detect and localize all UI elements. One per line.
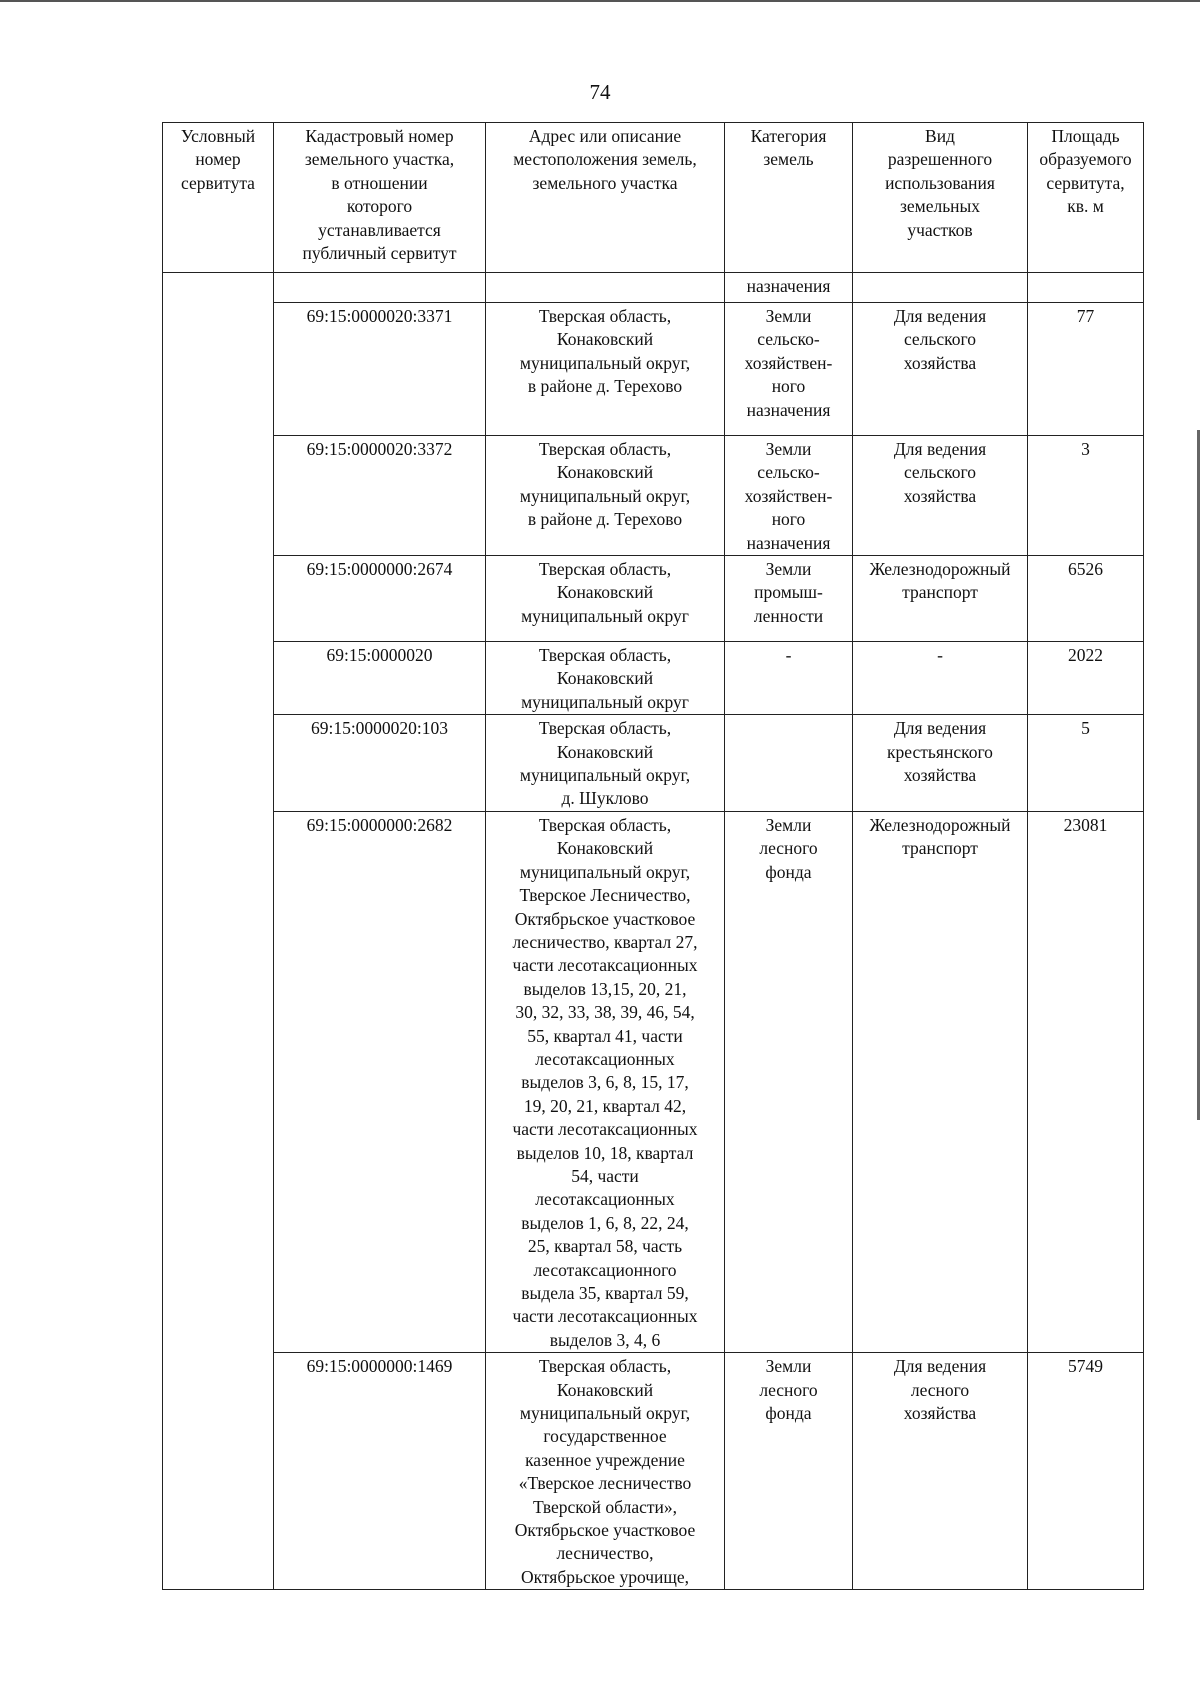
use-cell: Для ведения лесного хозяйства	[853, 1353, 1028, 1590]
use-cell: Железнодорожный транспорт	[853, 556, 1028, 642]
address-cell: Тверская область, Конаковский муниципальный округ, государственное казенное учреждение «Тверское лесничество Тверской области», Октябрьское участковое лесничество, Октябрьское урочище,	[486, 1353, 725, 1590]
area-cell: 77	[1028, 303, 1144, 436]
cadastral-cell: 69:15:0000020:3372	[274, 436, 486, 556]
address-cell: Тверская область, Конаковский муниципальный округ, в районе д. Терехово	[486, 436, 725, 556]
scan-edge-top	[0, 0, 1200, 2]
header-address: Адрес или описание местоположения земель, земельного участка	[486, 123, 725, 273]
table-row	[163, 715, 1144, 812]
table-row	[163, 303, 1144, 436]
category-cell: Земли лесного фонда	[725, 1353, 853, 1590]
address-cell: Тверская область, Конаковский муниципальный округ, д. Шуклово	[486, 715, 725, 812]
area-cell: 23081	[1028, 811, 1144, 1352]
category-cell: Земли промыш- ленности	[725, 556, 853, 642]
header-permitted-use: Вид разрешенного использования земельных участков	[853, 123, 1028, 273]
address-cell: Тверская область, Конаковский муниципальный округ	[486, 556, 725, 642]
category-cell: -	[725, 642, 853, 715]
category-cell: Земли сельско- хозяйствен- ного назначения	[725, 303, 853, 436]
area-cell: 3	[1028, 436, 1144, 556]
header-area: Площадь образуемого сервитута, кв. м	[1028, 123, 1144, 273]
header-land-category: Категория земель	[725, 123, 853, 273]
area-cell: 6526	[1028, 556, 1144, 642]
table-row	[163, 273, 1144, 303]
address-cell	[486, 273, 725, 303]
address-cell: Тверская область, Конаковский муниципальный округ, Тверское Лесничество, Октябрьское участковое лесничество, квартал 27, части лесотаксационных выделов 13,15, 20, 21, 30, 32, 33, 38, 39, 46, 54, 55, квартал 41, части лесотаксационных выделов 3, 6, 8, 15, 17, 19, 20, 21, квартал 42, части лесотаксационных выделов 10, 18, квартал 54, части лесотаксационных выделов 1, 6, 8, 22, 24, 25, квартал 58, часть лесотаксационного выдела 35, квартал 59, части лесотаксационных выделов 3, 4, 6	[486, 811, 725, 1352]
use-cell: Железнодорожный транспорт	[853, 811, 1028, 1352]
use-cell: Для ведения сельского хозяйства	[853, 303, 1028, 436]
table-header-row	[163, 123, 1144, 273]
table-row	[163, 1353, 1144, 1590]
cadastral-cell: 69:15:0000000:2674	[274, 556, 486, 642]
table-row	[163, 642, 1144, 715]
category-cell: Земли лесного фонда	[725, 811, 853, 1352]
cadastral-cell: 69:15:0000000:2682	[274, 811, 486, 1352]
cadastral-cell	[274, 273, 486, 303]
category-cell: назначения	[725, 273, 853, 303]
servitude-number-cell	[163, 273, 274, 1590]
category-cell: Земли сельско- хозяйствен- ного назначения	[725, 436, 853, 556]
use-cell: -	[853, 642, 1028, 715]
cadastral-cell: 69:15:0000020	[274, 642, 486, 715]
use-cell: Для ведения сельского хозяйства	[853, 436, 1028, 556]
area-cell: 5749	[1028, 1353, 1144, 1590]
table-row	[163, 811, 1144, 1352]
cadastral-cell: 69:15:0000020:103	[274, 715, 486, 812]
table-row	[163, 556, 1144, 642]
address-cell: Тверская область, Конаковский муниципальный округ	[486, 642, 725, 715]
address-cell: Тверская область, Конаковский муниципальный округ, в районе д. Терехово	[486, 303, 725, 436]
area-cell: 2022	[1028, 642, 1144, 715]
page-number: 74	[589, 80, 611, 104]
servitude-table	[162, 122, 1144, 1590]
area-cell	[1028, 273, 1144, 303]
cadastral-cell: 69:15:0000020:3371	[274, 303, 486, 436]
cadastral-cell: 69:15:0000000:1469	[274, 1353, 486, 1590]
use-cell	[853, 273, 1028, 303]
category-cell	[725, 715, 853, 812]
header-cadastral-number: Кадастровый номер земельного участка, в отношении которого устанавливается публичный сервитут	[274, 123, 486, 273]
use-cell: Для ведения крестьянского хозяйства	[853, 715, 1028, 812]
header-servitude-number: Условный номер сервитута	[163, 123, 274, 273]
area-cell: 5	[1028, 715, 1144, 812]
table-row	[163, 436, 1144, 556]
